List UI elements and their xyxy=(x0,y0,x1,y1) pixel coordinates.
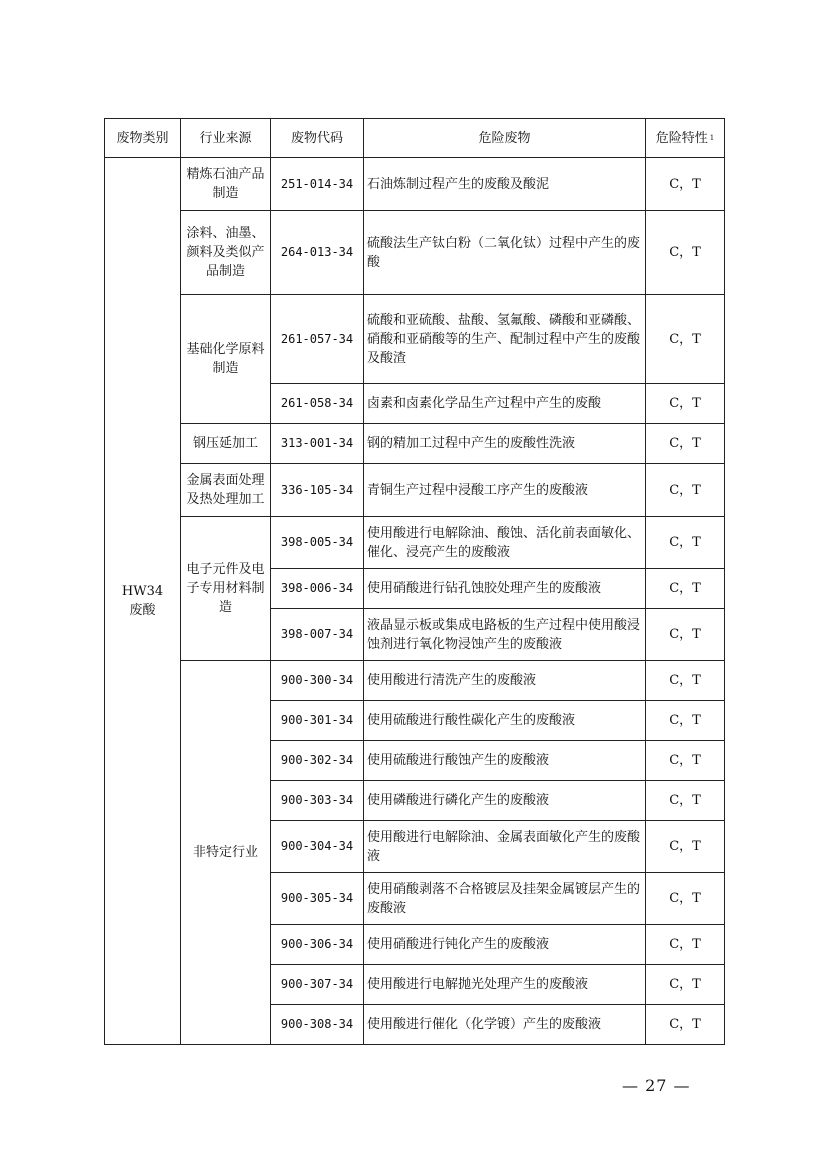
waste-description: 使用硝酸进行钝化产生的废酸液 xyxy=(364,925,646,965)
hazard-characteristic: C，T xyxy=(646,965,725,1005)
hazard-characteristic: C，T xyxy=(646,873,725,925)
industry-cell: 金属表面处理及热处理加工 xyxy=(181,464,271,517)
hazardous-waste-table xyxy=(104,118,725,1045)
waste-description: 使用酸进行催化（化学镀）产生的废酸液 xyxy=(364,1005,646,1045)
header-industry: 行业来源 xyxy=(181,119,271,158)
waste-code: 261-058-34 xyxy=(271,384,364,424)
waste-description: 使用酸进行电解除油、酸蚀、活化前表面敏化、催化、浸亮产生的废酸液 xyxy=(364,517,646,569)
waste-category: HW34 废酸 xyxy=(105,158,181,1045)
page-number: — 27 — xyxy=(622,1076,691,1095)
industry-cell: 精炼石油产品制造 xyxy=(181,158,271,211)
hazard-characteristic: C，T xyxy=(646,701,725,741)
waste-description: 石油炼制过程产生的废酸及酸泥 xyxy=(364,158,646,211)
footnote-marker: 1 xyxy=(709,133,715,142)
header-waste: 危险废物 xyxy=(364,119,646,158)
industry-cell: 电子元件及电子专用材料制造 xyxy=(181,517,271,661)
waste-code: 398-005-34 xyxy=(271,517,364,569)
waste-description: 使用酸进行电解除油、金属表面敏化产生的废酸液 xyxy=(364,821,646,873)
hazard-characteristic: C，T xyxy=(646,211,725,295)
table-row xyxy=(105,517,725,569)
waste-code: 900-304-34 xyxy=(271,821,364,873)
industry-cell: 涂料、油墨、颜料及类似产品制造 xyxy=(181,211,271,295)
waste-code: 900-308-34 xyxy=(271,1005,364,1045)
hazard-characteristic: C，T xyxy=(646,517,725,569)
waste-code: 336-105-34 xyxy=(271,464,364,517)
waste-code: 900-307-34 xyxy=(271,965,364,1005)
table-row xyxy=(105,158,725,211)
hazard-characteristic: C，T xyxy=(646,1005,725,1045)
table-row xyxy=(105,211,725,295)
waste-description: 使用硫酸进行酸性碳化产生的废酸液 xyxy=(364,701,646,741)
waste-description: 液晶显示板或集成电路板的生产过程中使用酸浸蚀剂进行氧化物浸蚀产生的废酸液 xyxy=(364,609,646,661)
hazard-characteristic: C，T xyxy=(646,821,725,873)
hazard-characteristic: C，T xyxy=(646,661,725,701)
hazard-characteristic: C，T xyxy=(646,384,725,424)
hazard-characteristic: C，T xyxy=(646,569,725,609)
waste-code: 261-057-34 xyxy=(271,295,364,384)
waste-code: 900-302-34 xyxy=(271,741,364,781)
waste-description: 卤素和卤素化学品生产过程中产生的废酸 xyxy=(364,384,646,424)
hazard-characteristic: C，T xyxy=(646,464,725,517)
waste-description: 使用酸进行清洗产生的废酸液 xyxy=(364,661,646,701)
waste-code: 264-013-34 xyxy=(271,211,364,295)
waste-code: 900-306-34 xyxy=(271,925,364,965)
waste-code: 900-305-34 xyxy=(271,873,364,925)
industry-cell: 非特定行业 xyxy=(181,661,271,1045)
waste-description: 使用酸进行电解抛光处理产生的废酸液 xyxy=(364,965,646,1005)
waste-code: 398-007-34 xyxy=(271,609,364,661)
header-hazard-label: 危险特性 xyxy=(655,130,708,146)
waste-code: 398-006-34 xyxy=(271,569,364,609)
waste-code: 900-301-34 xyxy=(271,701,364,741)
header-hazard xyxy=(646,119,725,158)
industry-cell: 钢压延加工 xyxy=(181,424,271,464)
hazard-characteristic: C，T xyxy=(646,741,725,781)
header-code: 废物代码 xyxy=(271,119,364,158)
waste-code: 251-014-34 xyxy=(271,158,364,211)
waste-description: 使用硫酸进行酸蚀产生的废酸液 xyxy=(364,741,646,781)
waste-description: 使用硝酸进行钻孔蚀胶处理产生的废酸液 xyxy=(364,569,646,609)
table-row xyxy=(105,295,725,384)
table-row xyxy=(105,424,725,464)
waste-code: 900-300-34 xyxy=(271,661,364,701)
waste-description: 青铜生产过程中浸酸工序产生的废酸液 xyxy=(364,464,646,517)
header-category: 废物类别 xyxy=(105,119,181,158)
waste-code: 313-001-34 xyxy=(271,424,364,464)
waste-description: 使用硝酸剥落不合格镀层及挂架金属镀层产生的废酸液 xyxy=(364,873,646,925)
table-row xyxy=(105,661,725,701)
hazard-characteristic: C，T xyxy=(646,609,725,661)
hazard-characteristic: C，T xyxy=(646,158,725,211)
industry-cell: 基础化学原料制造 xyxy=(181,295,271,424)
hazard-characteristic: C，T xyxy=(646,424,725,464)
waste-description: 使用磷酸进行磷化产生的废酸液 xyxy=(364,781,646,821)
hazard-characteristic: C，T xyxy=(646,295,725,384)
waste-code: 900-303-34 xyxy=(271,781,364,821)
table-row xyxy=(105,464,725,517)
header-row xyxy=(105,119,725,158)
waste-description: 钢的精加工过程中产生的废酸性洗液 xyxy=(364,424,646,464)
waste-description: 硫酸和亚硫酸、盐酸、氢氟酸、磷酸和亚磷酸、硝酸和亚硝酸等的生产、配制过程中产生的废酸及酸渣 xyxy=(364,295,646,384)
waste-description: 硫酸法生产钛白粉（二氧化钛）过程中产生的废酸 xyxy=(364,211,646,295)
hazard-characteristic: C，T xyxy=(646,925,725,965)
hazard-characteristic: C，T xyxy=(646,781,725,821)
